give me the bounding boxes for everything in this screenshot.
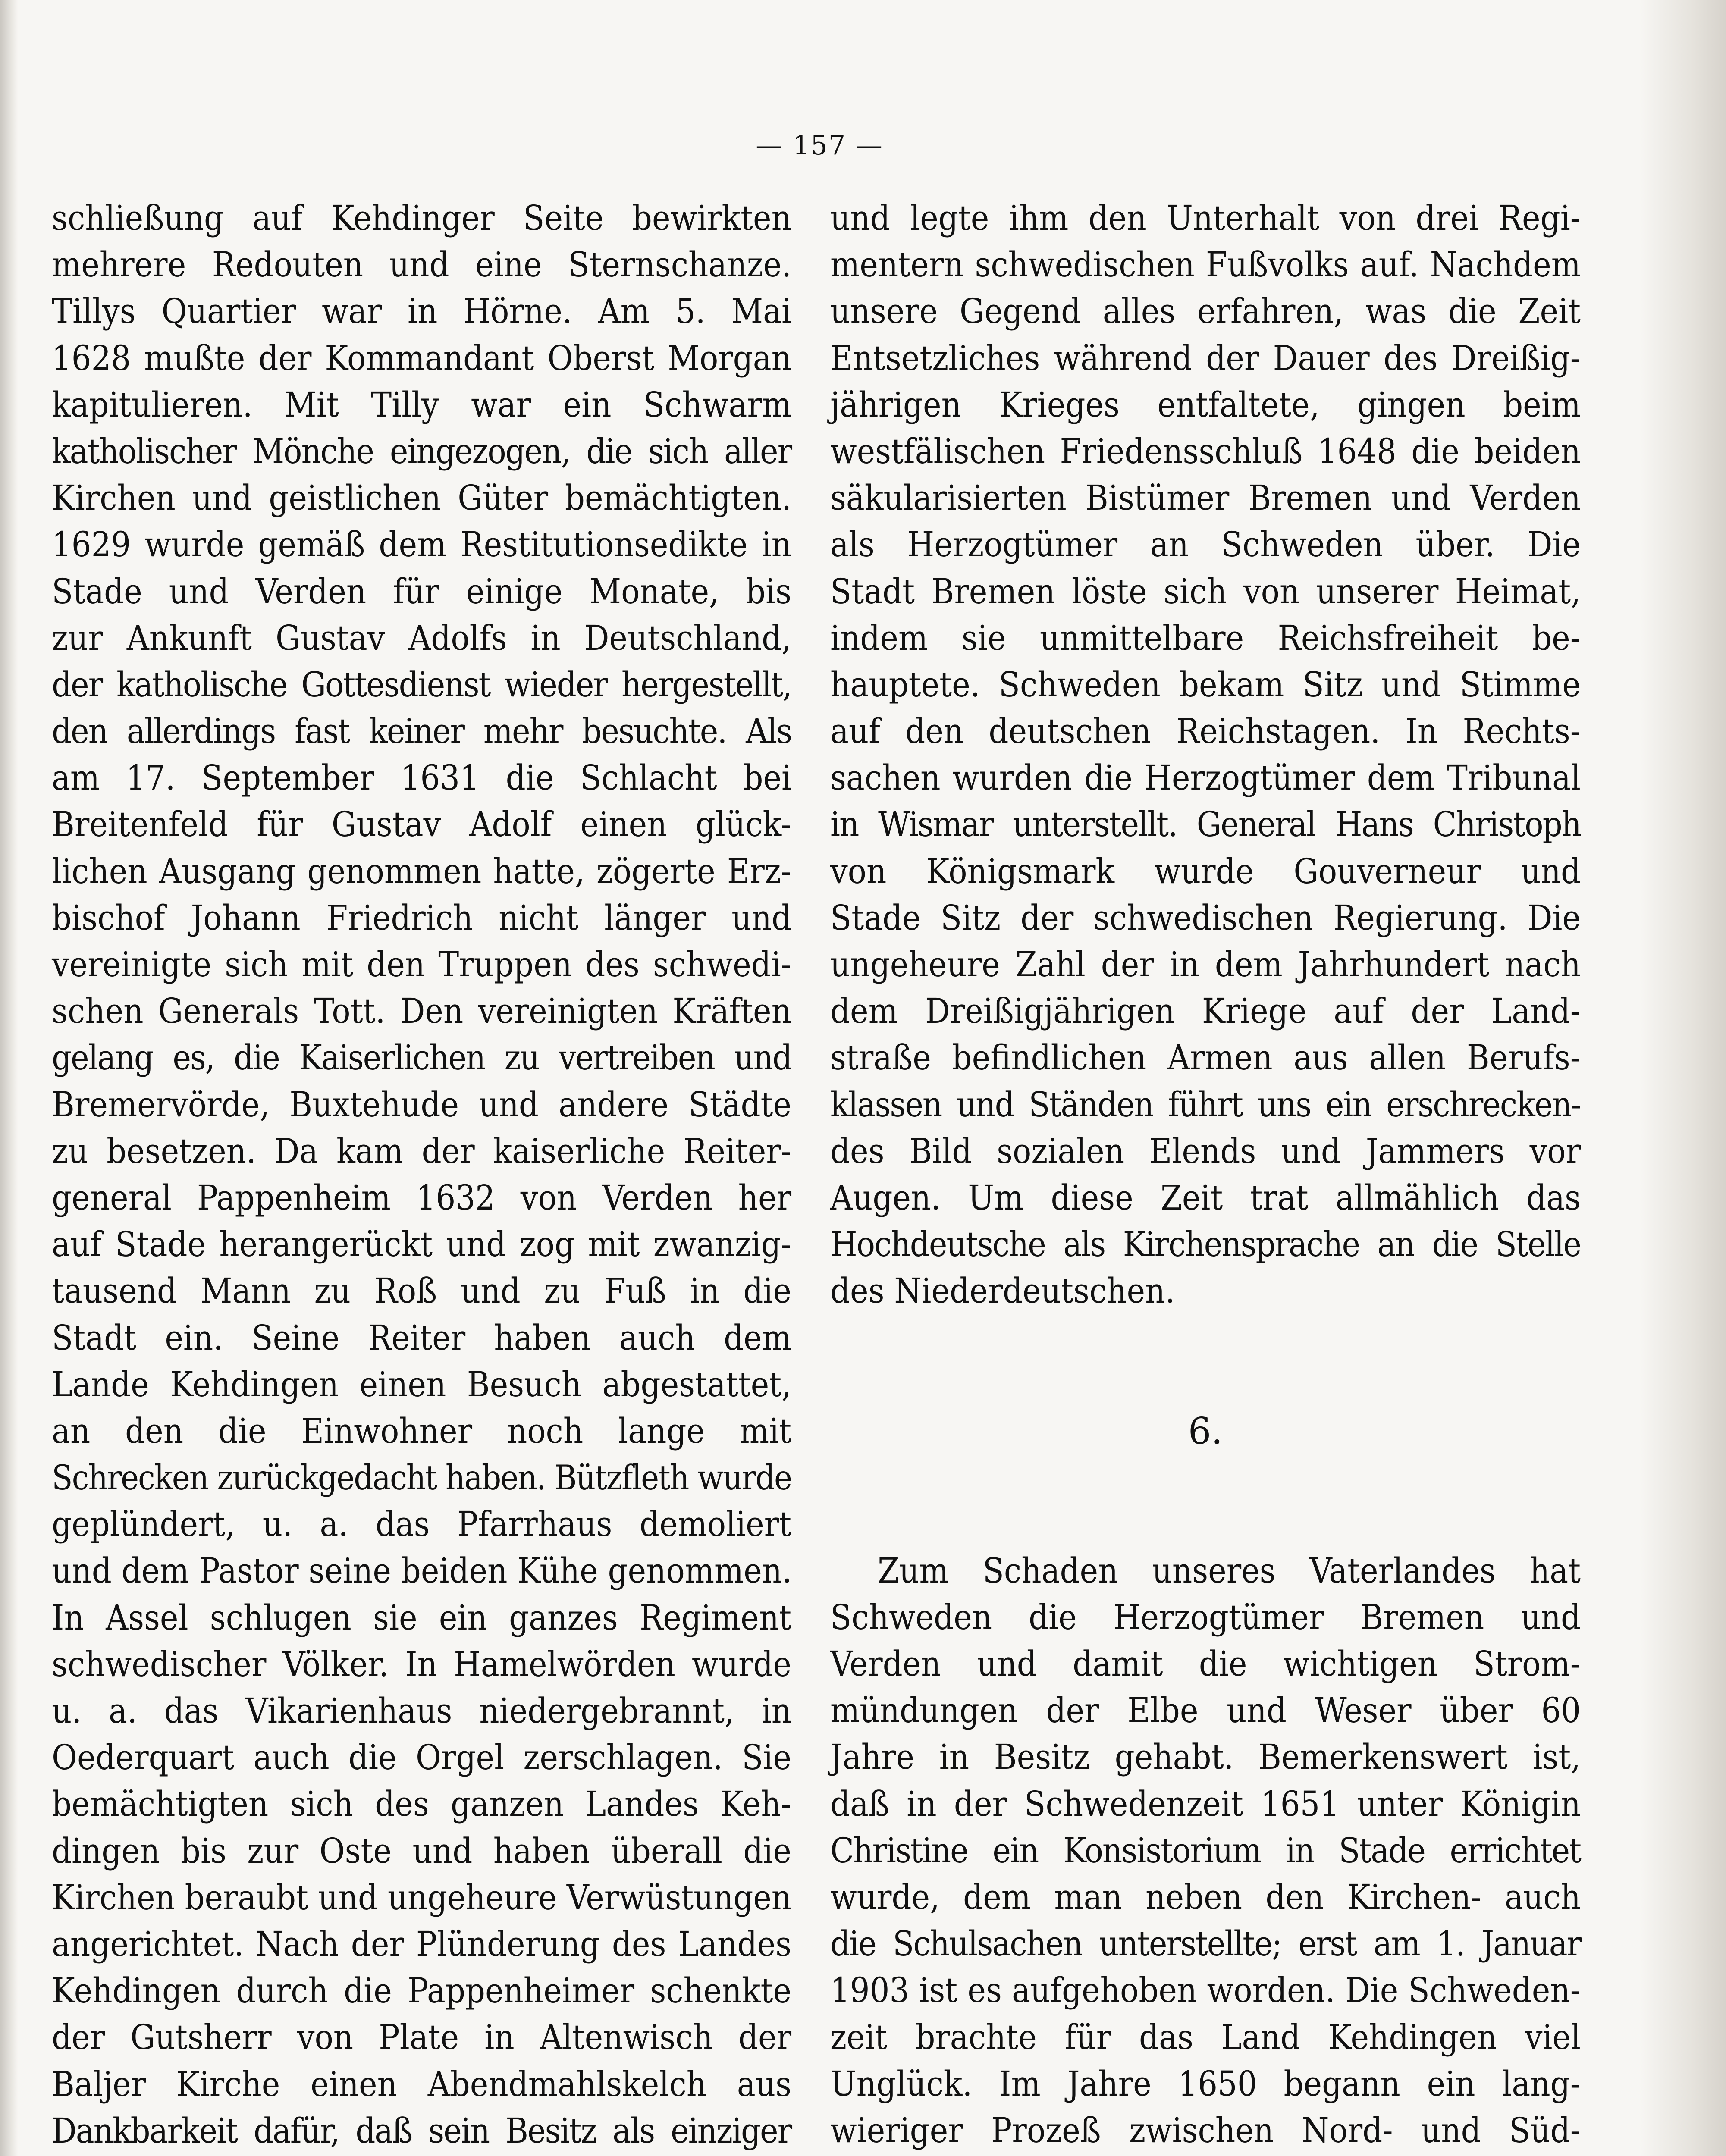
text-line: bemächtigten sich des ganzen Landes Keh-: [52, 1784, 791, 1824]
text-line: dingen bis zur Oste und haben überall die: [52, 1830, 791, 1871]
text-line: Entsetzliches während der Dauer des Dreißig-: [830, 338, 1581, 378]
text-line: westfälischen Friedensschluß 1648 die beiden: [830, 431, 1581, 471]
text-line: Kehdingen durch die Pappenheimer schenkte: [52, 1971, 791, 2011]
text-line: des Niederdeutschen.: [830, 1271, 1175, 1311]
text-line: zur Ankunft Gustav Adolfs in Deutschland,: [52, 617, 791, 658]
text-line: Stade und Verden für einige Monate, bis: [52, 571, 791, 611]
text-line: die Schulsachen unterstellte; erst am 1. Januar: [830, 1924, 1581, 1964]
text-line: von Königsmark wurde Gouverneur und: [830, 851, 1581, 891]
text-line: schwedischer Völker. In Hamelwörden wurde: [52, 1644, 791, 1684]
text-line: Verden und damit die wichtigen Strom-: [830, 1644, 1581, 1684]
text-line: Baljer Kirche einen Abendmahlskelch aus: [52, 2064, 791, 2104]
scanned-page-left-edge: [0, 0, 18, 2156]
text-line: Dankbarkeit dafür, daß sein Besitz als einziger: [52, 2110, 791, 2151]
text-line: zu besetzen. Da kam der kaiserliche Reiter-: [52, 1131, 791, 1171]
text-line: sachen wurden die Herzogtümer dem Tribunal: [830, 758, 1581, 798]
text-line: u. a. das Vikarienhaus niedergebrannt, in: [52, 1691, 791, 1731]
text-line: unsere Gegend alles erfahren, was die Zeit: [830, 291, 1581, 332]
text-line: ungeheure Zahl der in dem Jahrhundert nach: [830, 944, 1581, 984]
text-line: Schrecken zurückgedacht haben. Bützfleth wurde: [52, 1458, 791, 1498]
page-number: — 157 —: [756, 129, 883, 161]
text-line: Stade Sitz der schwedischen Regierung. Die: [830, 897, 1581, 938]
text-line: In Assel schlugen sie ein ganzes Regiment: [52, 1597, 791, 1638]
text-line: klassen und Ständen führt uns ein erschrecken-: [830, 1084, 1581, 1125]
text-line: 1903 ist es aufgehoben worden. Die Schweden-: [830, 1970, 1581, 2011]
text-line: als Herzogtümer an Schweden über. Die: [830, 524, 1581, 565]
text-line: gelang es, die Kaiserlichen zu vertreiben und: [52, 1037, 791, 1078]
text-line: Hochdeutsche als Kirchensprache an die Stelle: [830, 1224, 1581, 1265]
text-line: straße befindlichen Armen aus allen Berufs-: [830, 1037, 1581, 1078]
text-line: und dem Pastor seine beiden Kühe genommen.: [52, 1551, 792, 1591]
text-line: und legte ihm den Unterhalt von drei Regi-: [830, 198, 1581, 238]
text-line: Christine ein Konsistorium in Stade errichtet: [830, 1830, 1581, 1871]
text-line: der Gutsherr von Plate in Altenwisch der: [52, 2017, 791, 2058]
text-line: schen Generals Tott. Den vereinigten Kräften: [52, 991, 791, 1031]
section-heading: 6.: [1188, 1410, 1223, 1452]
text-line: [52, 2154, 791, 2156]
text-line: general Pappenheim 1632 von Verden her: [52, 1177, 791, 1218]
text-line: wurde, dem man neben den Kirchen- auch: [830, 1877, 1581, 1917]
text-line: Kirchen beraubt und ungeheure Verwüstungen: [52, 1877, 791, 1918]
text-line: des Bild sozialen Elends und Jammers vor: [830, 1131, 1581, 1171]
text-line: der katholische Gottesdienst wieder hergestellt,: [52, 664, 791, 705]
text-line: Unglück. Im Jahre 1650 begann ein lang-: [830, 2063, 1581, 2104]
text-line: dem Dreißigjährigen Kriege auf der Land-: [830, 991, 1581, 1031]
text-line: jährigen Krieges entfaltete, gingen beim: [830, 384, 1581, 425]
text-line: hauptete. Schweden bekam Sitz und Stimme: [830, 664, 1581, 705]
text-line: mehrere Redouten und eine Sternschanze.: [52, 244, 791, 285]
text-line: Tillys Quartier war in Hörne. Am 5. Mai: [52, 291, 791, 332]
text-line: Bremervörde, Buxtehude und andere Städte: [52, 1084, 791, 1125]
text-line: [830, 2154, 1581, 2156]
text-line: Jahre in Besitz gehabt. Bemerkenswert ist,: [830, 1737, 1581, 1777]
text-line: lichen Ausgang genommen hatte, zögerte Erz-: [52, 851, 791, 891]
text-line: daß in der Schwedenzeit 1651 unter Königin: [830, 1783, 1581, 1824]
text-line: Schweden die Herzogtümer Bremen und: [830, 1597, 1581, 1637]
text-line: tausend Mann zu Roß und zu Fuß in die: [52, 1271, 791, 1311]
text-line: den allerdings fast keiner mehr besuchte. Als: [52, 711, 791, 752]
text-line: wieriger Prozeß zwischen Nord- und Süd-: [830, 2110, 1581, 2150]
text-line: kapitulieren. Mit Tilly war ein Schwarm: [52, 384, 791, 425]
scanned-page-right-edge: [1640, 0, 1726, 2156]
text-line: Stadt Bremen löste sich von unserer Heimat,: [830, 571, 1581, 611]
text-line: vereinigte sich mit den Truppen des schwedi-: [52, 944, 791, 984]
text-line: Kirchen und geistlichen Güter bemächtigten.: [52, 478, 791, 518]
paragraph-section-6: [830, 1548, 1581, 2156]
text-line: geplündert, u. a. das Pfarrhaus demoliert: [52, 1504, 791, 1545]
text-line: zeit brachte für das Land Kehdingen viel: [830, 2017, 1581, 2057]
text-line: schließung auf Kehdinger Seite bewirkten: [52, 198, 791, 238]
text-line: Oederquart auch die Orgel zerschlagen. Sie: [52, 1737, 791, 1778]
paragraph-continuation: [830, 195, 1581, 1315]
text-line: Lande Kehdingen einen Besuch abgestattet,: [52, 1364, 791, 1404]
text-line: angerichtet. Nach der Plünderung des Landes: [52, 1924, 791, 1964]
right-text-column: [830, 195, 1581, 2156]
text-line: indem sie unmittelbare Reichsfreiheit be-: [830, 617, 1581, 658]
text-line: Breitenfeld für Gustav Adolf einen glück-: [52, 804, 791, 845]
text-line: 1628 mußte der Kommandant Oberst Morgan: [52, 338, 791, 378]
text-line: mündungen der Elbe und Weser über 60: [830, 1690, 1581, 1731]
text-line: katholischer Mönche eingezogen, die sich aller: [52, 431, 791, 471]
text-line: auf den deutschen Reichstagen. In Rechts-: [830, 711, 1581, 752]
text-line: Stadt ein. Seine Reiter haben auch dem: [52, 1317, 791, 1358]
left-text-column: [52, 195, 791, 2156]
text-line: am 17. September 1631 die Schlacht bei: [52, 758, 791, 798]
text-line: Augen. Um diese Zeit trat allmählich das: [830, 1177, 1581, 1218]
text-line: mentern schwedischen Fußvolks auf. Nachdem: [830, 244, 1581, 285]
text-line: 1629 wurde gemäß dem Restitutionsedikte in: [52, 524, 791, 565]
text-line: an den die Einwohner noch lange mit: [52, 1410, 791, 1451]
text-line: Zum Schaden unseres Vaterlandes hat: [878, 1550, 1581, 1591]
text-line: bischof Johann Friedrich nicht länger und: [52, 897, 791, 938]
text-line: in Wismar unterstellt. General Hans Christoph: [830, 804, 1581, 845]
text-line: auf Stade herangerückt und zog mit zwanzig-: [52, 1224, 791, 1265]
text-line: säkularisierten Bistümer Bremen und Verden: [830, 478, 1581, 518]
